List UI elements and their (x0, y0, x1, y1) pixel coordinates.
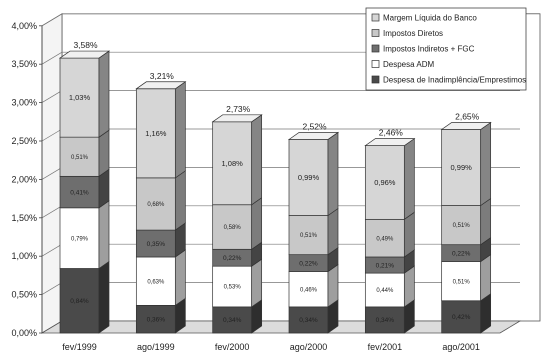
data-label: 0,51% (452, 279, 470, 286)
data-label: 0,22% (222, 255, 242, 263)
x-tick-label: ago/1999 (137, 342, 175, 352)
y-tick-label: 3,00% (11, 97, 37, 108)
bar-segment-side (175, 250, 185, 305)
data-label: 0,46% (299, 287, 318, 294)
total-label: 3,58% (73, 40, 98, 51)
x-tick-label: ago/2000 (289, 342, 328, 352)
y-tick-label: 2,00% (11, 174, 37, 185)
data-label: 0,99% (450, 163, 472, 173)
bar-segment-side (252, 259, 262, 307)
y-tick-label: 1,00% (11, 251, 37, 262)
total-label: 2,46% (378, 127, 403, 138)
bar-segment-side (252, 115, 262, 205)
data-label: 0,51% (70, 154, 89, 161)
legend-swatch (372, 14, 379, 21)
bar-segment-side (99, 261, 109, 333)
legend-swatch (372, 30, 379, 37)
data-label: 0,53% (223, 284, 241, 291)
bar-segment-side (481, 255, 491, 301)
legend-swatch (372, 76, 379, 83)
total-label: 2,52% (302, 121, 327, 132)
bar-segment-side (404, 139, 414, 220)
legend-swatch (372, 61, 379, 68)
data-label: 0,34% (299, 317, 318, 325)
data-label: 1,16% (145, 128, 167, 138)
bar-segment-side (328, 208, 338, 254)
data-label: 0,58% (223, 225, 241, 232)
data-label: 0,68% (147, 202, 165, 209)
total-label: 2,73% (226, 103, 251, 114)
legend-swatch (372, 45, 379, 52)
data-label: 0,34% (375, 317, 395, 325)
y-tick-label: 1,50% (11, 212, 37, 223)
data-label: 0,42% (451, 314, 471, 322)
bar-segment-side (252, 198, 262, 250)
bar-segment-side (175, 82, 185, 178)
total-label: 3,21% (149, 70, 174, 81)
data-label: 0,51% (299, 233, 318, 240)
bar-segment-side (175, 171, 185, 230)
data-label: 0,36% (146, 316, 166, 324)
data-label: 0,49% (376, 236, 394, 243)
data-label: 0,35% (146, 240, 166, 248)
bar-segment-side (328, 132, 338, 215)
x-tick-label: fev/2000 (214, 342, 250, 352)
data-label: 1,08% (221, 158, 243, 168)
legend-label: Margem Líquida do Banco (383, 13, 477, 23)
data-label: 0,84% (70, 298, 89, 306)
data-label: 0,22% (299, 260, 318, 268)
legend-label: Impostos Diretos (383, 29, 444, 38)
x-tick-label: fev/2001 (367, 342, 403, 352)
data-label: 0,99% (297, 173, 320, 183)
data-label: 0,21% (375, 262, 395, 270)
x-tick-label: ago/2001 (442, 342, 480, 352)
y-tick-label: 0,00% (11, 328, 37, 338)
data-label: 0,44% (376, 288, 394, 295)
data-label: 0,63% (147, 279, 165, 286)
data-label: 0,41% (70, 189, 89, 197)
legend-label: Despesa de Inadimplência/Emprestimos (383, 75, 527, 85)
bar-segment-side (99, 51, 109, 137)
bar-segment-side (481, 199, 491, 245)
legend-label: Impostos Indiretos + FGC (383, 44, 475, 54)
bar-segment-side (404, 212, 414, 257)
y-tick-label: 4,00% (11, 20, 37, 31)
data-label: 1,03% (68, 93, 91, 103)
total-label: 2,65% (455, 111, 480, 122)
data-label: 0,22% (451, 250, 471, 258)
data-label: 0,79% (70, 236, 89, 243)
y-tick-label: 0,50% (11, 289, 37, 300)
bar-segment-side (99, 130, 109, 176)
data-label: 0,34% (222, 317, 242, 325)
x-tick-label: fev/1999 (62, 342, 97, 352)
y-tick-label: 2,50% (11, 136, 37, 146)
bar-segment-side (481, 122, 491, 205)
data-label: 0,96% (374, 178, 396, 188)
data-label: 0,51% (452, 223, 470, 230)
bar-segment-side (99, 201, 109, 269)
y-tick-label: 3,50% (11, 59, 37, 70)
legend-label: Despesa ADM (383, 60, 435, 69)
